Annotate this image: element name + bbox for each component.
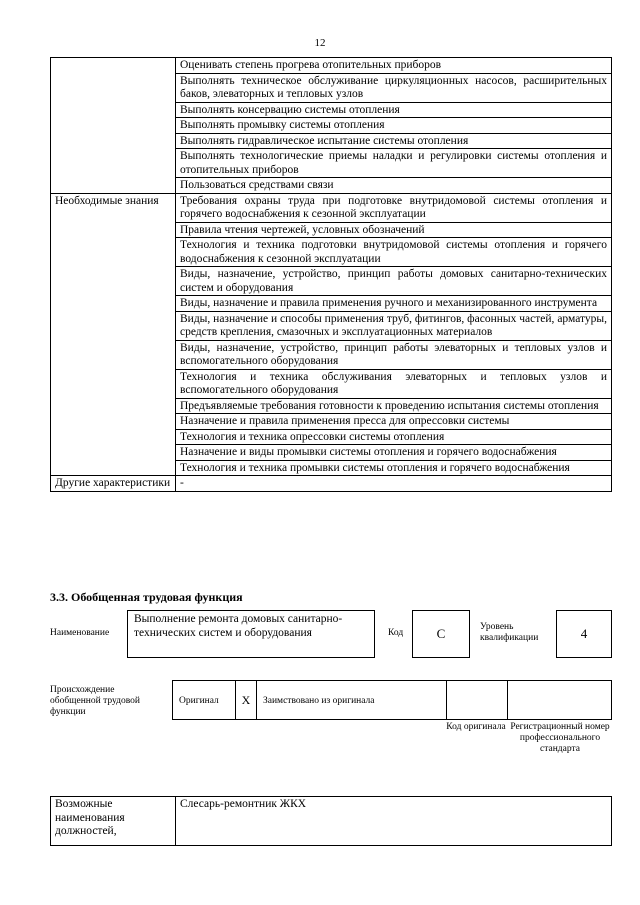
original-code-caption: Код оригинала bbox=[446, 722, 506, 732]
table-cell: Выполнять консервацию системы отопления bbox=[176, 102, 612, 118]
positions-value: Слесарь-ремонтник ЖКХ bbox=[176, 797, 612, 846]
level-label: Уровень квалификации bbox=[480, 622, 539, 643]
other-label: Другие характеристики bbox=[51, 476, 176, 492]
original-mark: X bbox=[235, 681, 257, 719]
table-cell: Виды, назначение и способы применения труб, фитингов, фасонных частей, арматуры, средств крепления, смазочных и эксплуатационных материалов bbox=[176, 311, 612, 340]
registration-number-caption: Регистрационный номер профессионального стандарта bbox=[510, 722, 610, 754]
origin-label: Происхождение обобщенной трудовой функции bbox=[50, 685, 140, 717]
original-label: Оригинал bbox=[179, 696, 219, 706]
table-row bbox=[51, 476, 612, 492]
original-code-cell bbox=[446, 681, 508, 719]
function-name: Выполнение ремонта домовых санитарно-технических систем и оборудования bbox=[127, 610, 375, 658]
table-cell: Виды, назначение, устройство, принцип работы элеваторных и тепловых узлов и вспомогательного оборудования bbox=[176, 340, 612, 369]
table-cell: Пользоваться средствами связи bbox=[176, 178, 612, 194]
table-cell: Назначение и виды промывки системы отопления и горячего водоснабжения bbox=[176, 445, 612, 461]
table-cell: Требования охраны труда при подготовке внутридомовой системы отопления и горячего водоснабжения к сезонной эксплуатации bbox=[176, 193, 612, 222]
table-cell: Технология и техника подготовки внутридомовой системы отопления и горячего водоснабжения к сезонной эксплуатации bbox=[176, 238, 612, 267]
table-cell: Виды, назначение, устройство, принцип работы домовых санитарно-технических систем и оборудования bbox=[176, 267, 612, 296]
page-number: 12 bbox=[314, 37, 326, 49]
positions-label: Возможные наименования должностей, bbox=[51, 797, 176, 846]
table-cell: Технология и техника промывки системы отопления и горячего водоснабжения bbox=[176, 460, 612, 476]
level-value: 4 bbox=[556, 610, 612, 658]
table-cell: Технология и техника опрессовки системы отопления bbox=[176, 429, 612, 445]
code-value: C bbox=[412, 610, 470, 658]
table-cell: Выполнять технологические приемы наладки и регулировки системы отопления и отопительных приборов bbox=[176, 149, 612, 178]
code-label: Код bbox=[388, 628, 404, 638]
name-label: Наименование bbox=[50, 628, 110, 638]
table-cell: Выполнять промывку системы отопления bbox=[176, 118, 612, 134]
table-cell: Предъявляемые требования готовности к проведению испытания системы отопления bbox=[176, 398, 612, 414]
table-cell: Виды, назначение и правила применения ручного и механизированного инструмента bbox=[176, 296, 612, 312]
table-cell: Оценивать степень прогрева отопительных приборов bbox=[176, 58, 612, 74]
table-row bbox=[51, 58, 612, 74]
other-value: - bbox=[176, 476, 612, 492]
skills-knowledge-table bbox=[50, 57, 612, 492]
table-row bbox=[51, 193, 612, 222]
table-cell: Выполнять гидравлическое испытание системы отопления bbox=[176, 133, 612, 149]
borrowed-label: Заимствовано из оригинала bbox=[263, 696, 375, 706]
table-cell: Технология и техника обслуживания элеваторных и тепловых узлов и вспомогательного оборудования bbox=[176, 369, 612, 398]
knowledge-label: Необходимые знания bbox=[51, 193, 176, 476]
table-cell: Выполнять техническое обслуживание циркуляционных насосов, расширительных баков, элеваторных и тепловых узлов bbox=[176, 73, 612, 102]
section-title: 3.3. Обобщенная трудовая функция bbox=[50, 590, 243, 604]
table-cell: Назначение и правила применения пресса для опрессовки системы bbox=[176, 414, 612, 430]
skills-label bbox=[51, 58, 176, 194]
origin-row bbox=[172, 680, 612, 720]
table-cell: Правила чтения чертежей, условных обозначений bbox=[176, 222, 612, 238]
positions-table bbox=[50, 796, 612, 846]
